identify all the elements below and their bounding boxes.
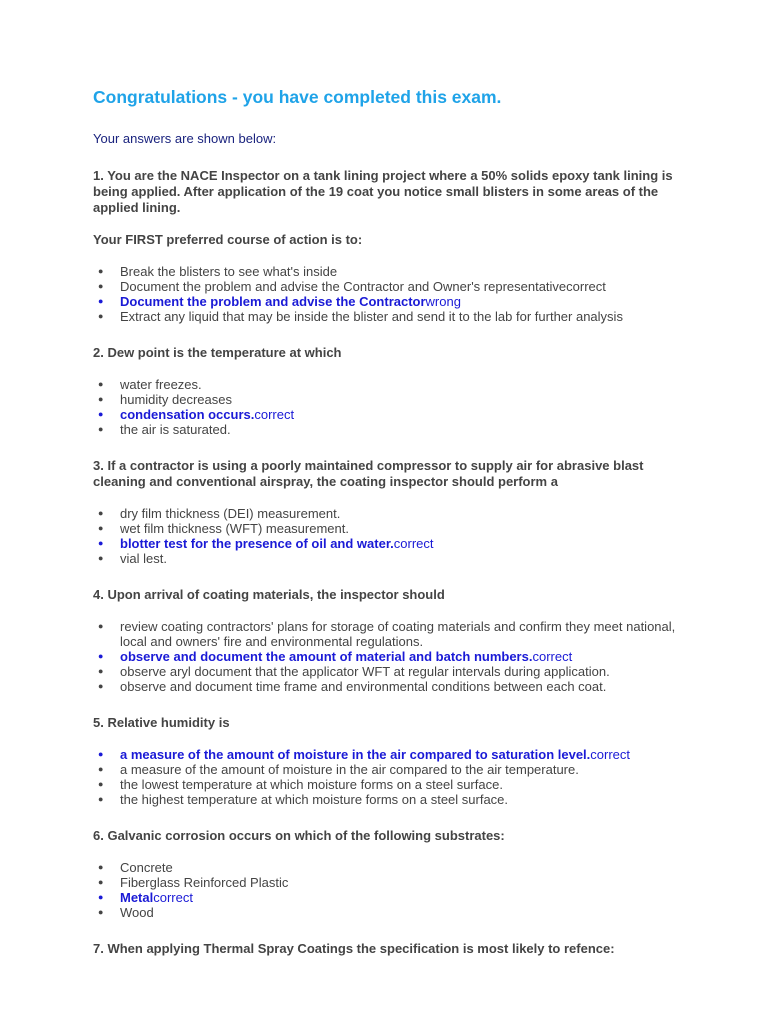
option-text: blotter test for the presence of oil and water. [120,536,394,551]
answer-option [93,294,693,309]
option-text: Document the problem and advise the Contractor and Owner's representative [120,279,567,294]
bullet-icon: ● [98,553,104,563]
answer-option [93,747,693,762]
bullet-icon: ● [98,424,104,434]
verdict-label: wrong [425,294,461,309]
bullet-icon: ● [98,296,104,306]
bullet-icon: ● [98,281,104,291]
question-text: 7. When applying Thermal Spray Coatings the specification is most likely to refence: [93,941,615,956]
option-text: the highest temperature at which moisture forms on a steel surface. [120,792,509,807]
verdict-label: correct [566,279,606,294]
question-prompt: Your FIRST preferred course of action is to: [93,232,363,247]
bullet-icon: ● [98,508,104,518]
answer-option [93,521,693,536]
option-text: a measure of the amount of moisture in the air compared to saturation level. [120,747,591,762]
answer-option [93,392,693,407]
option-text: vial lest. [120,551,167,566]
answer-option [93,875,693,890]
bullet-icon: ● [98,892,104,902]
option-text: observe and document the amount of material and batch numbers. [120,649,533,664]
answer-option [93,536,693,551]
answer-option [93,506,693,521]
answer-options [93,506,693,566]
option-text: Metal [120,890,154,905]
question-6 [93,828,693,920]
answer-options [93,747,693,807]
option-text: a measure of the amount of moisture in the air compared to the air temperature. [120,762,579,777]
answer-options [93,619,693,694]
answer-option [93,679,693,694]
bullet-icon: ● [98,523,104,533]
question-text: 1. You are the NACE Inspector on a tank lining project where a 50% solids epoxy tank lining is being applied. After application of the 19 coat you notice small blisters in some areas of the applied lining. [93,168,673,215]
question-text: 3. If a contractor is using a poorly maintained compressor to supply air for abrasive blast cleaning and conventional airspray, the coating inspector should perform a [93,458,644,489]
bullet-icon: ● [98,651,104,661]
page-subtitle: Your answers are shown below: [93,131,277,146]
answer-option [93,309,693,324]
bullet-icon: ● [98,379,104,389]
option-text: Break the blisters to see what's inside [120,264,338,279]
answer-option [93,422,693,437]
verdict-label: correct [393,536,434,551]
question-list [93,168,693,957]
option-text: humidity decreases [120,392,232,407]
question-5 [93,715,693,807]
bullet-icon: ● [98,394,104,404]
answer-option [93,792,693,807]
option-text: condensation occurs. [120,407,255,422]
bullet-icon: ● [98,621,104,631]
question-1 [93,168,693,324]
answer-options [93,264,693,324]
answer-option [93,762,693,777]
option-text: Extract any liquid that may be inside the blister and send it to the lab for further analysis [120,309,623,324]
option-text: wet film thickness (WFT) measurement. [120,521,349,536]
question-4 [93,587,693,694]
verdict-label: correct [254,407,295,422]
option-text: Fiberglass Reinforced Plastic [120,875,289,890]
option-text: review coating contractors' plans for storage of coating materials and confirm they meet national, local and owners' fire and environmental regulations. [120,619,676,649]
answer-option [93,377,693,392]
bullet-icon: ● [98,409,104,419]
option-text: the lowest temperature at which moisture forms on a steel surface. [120,777,503,792]
bullet-icon: ● [98,538,104,548]
question-text: 5. Relative humidity is [93,715,230,730]
bullet-icon: ● [98,862,104,872]
bullet-icon: ● [98,266,104,276]
answer-options [93,377,693,437]
option-text: observe aryl document that the applicator WFT at regular intervals during application. [120,664,610,679]
answer-option [93,777,693,792]
exam-results-page [93,86,693,957]
bullet-icon: ● [98,907,104,917]
question-2 [93,345,693,437]
question-3 [93,458,693,566]
bullet-icon: ● [98,794,104,804]
question-7 [93,941,693,957]
option-text: water freezes. [120,377,202,392]
answer-option [93,264,693,279]
answer-option [93,905,693,920]
question-text: 6. Galvanic corrosion occurs on which of the following substrates: [93,828,505,843]
option-text: Concrete [120,860,173,875]
bullet-icon: ● [98,877,104,887]
answer-option [93,279,693,294]
verdict-label: correct [532,649,573,664]
page-title: Congratulations - you have completed this exam. [93,87,502,107]
bullet-icon: ● [98,764,104,774]
bullet-icon: ● [98,779,104,789]
answer-option [93,664,693,679]
verdict-label: correct [153,890,193,905]
option-text: the air is saturated. [120,422,231,437]
answer-option [93,551,693,566]
bullet-icon: ● [98,681,104,691]
question-text: 2. Dew point is the temperature at which [93,345,342,360]
option-text: Document the problem and advise the Contractor [120,294,426,309]
bullet-icon: ● [98,311,104,321]
verdict-label: correct [590,747,631,762]
option-text: Wood [120,905,154,920]
answer-option [93,890,693,905]
question-text: 4. Upon arrival of coating materials, the inspector should [93,587,445,602]
option-text: observe and document time frame and environmental conditions between each coat. [120,679,607,694]
bullet-icon: ● [98,666,104,676]
answer-option [93,860,693,875]
answer-option [93,619,693,649]
option-text: dry film thickness (DEI) measurement. [120,506,341,521]
bullet-icon: ● [98,749,104,759]
answer-options [93,860,693,920]
answer-option [93,407,693,422]
answer-option [93,649,693,664]
